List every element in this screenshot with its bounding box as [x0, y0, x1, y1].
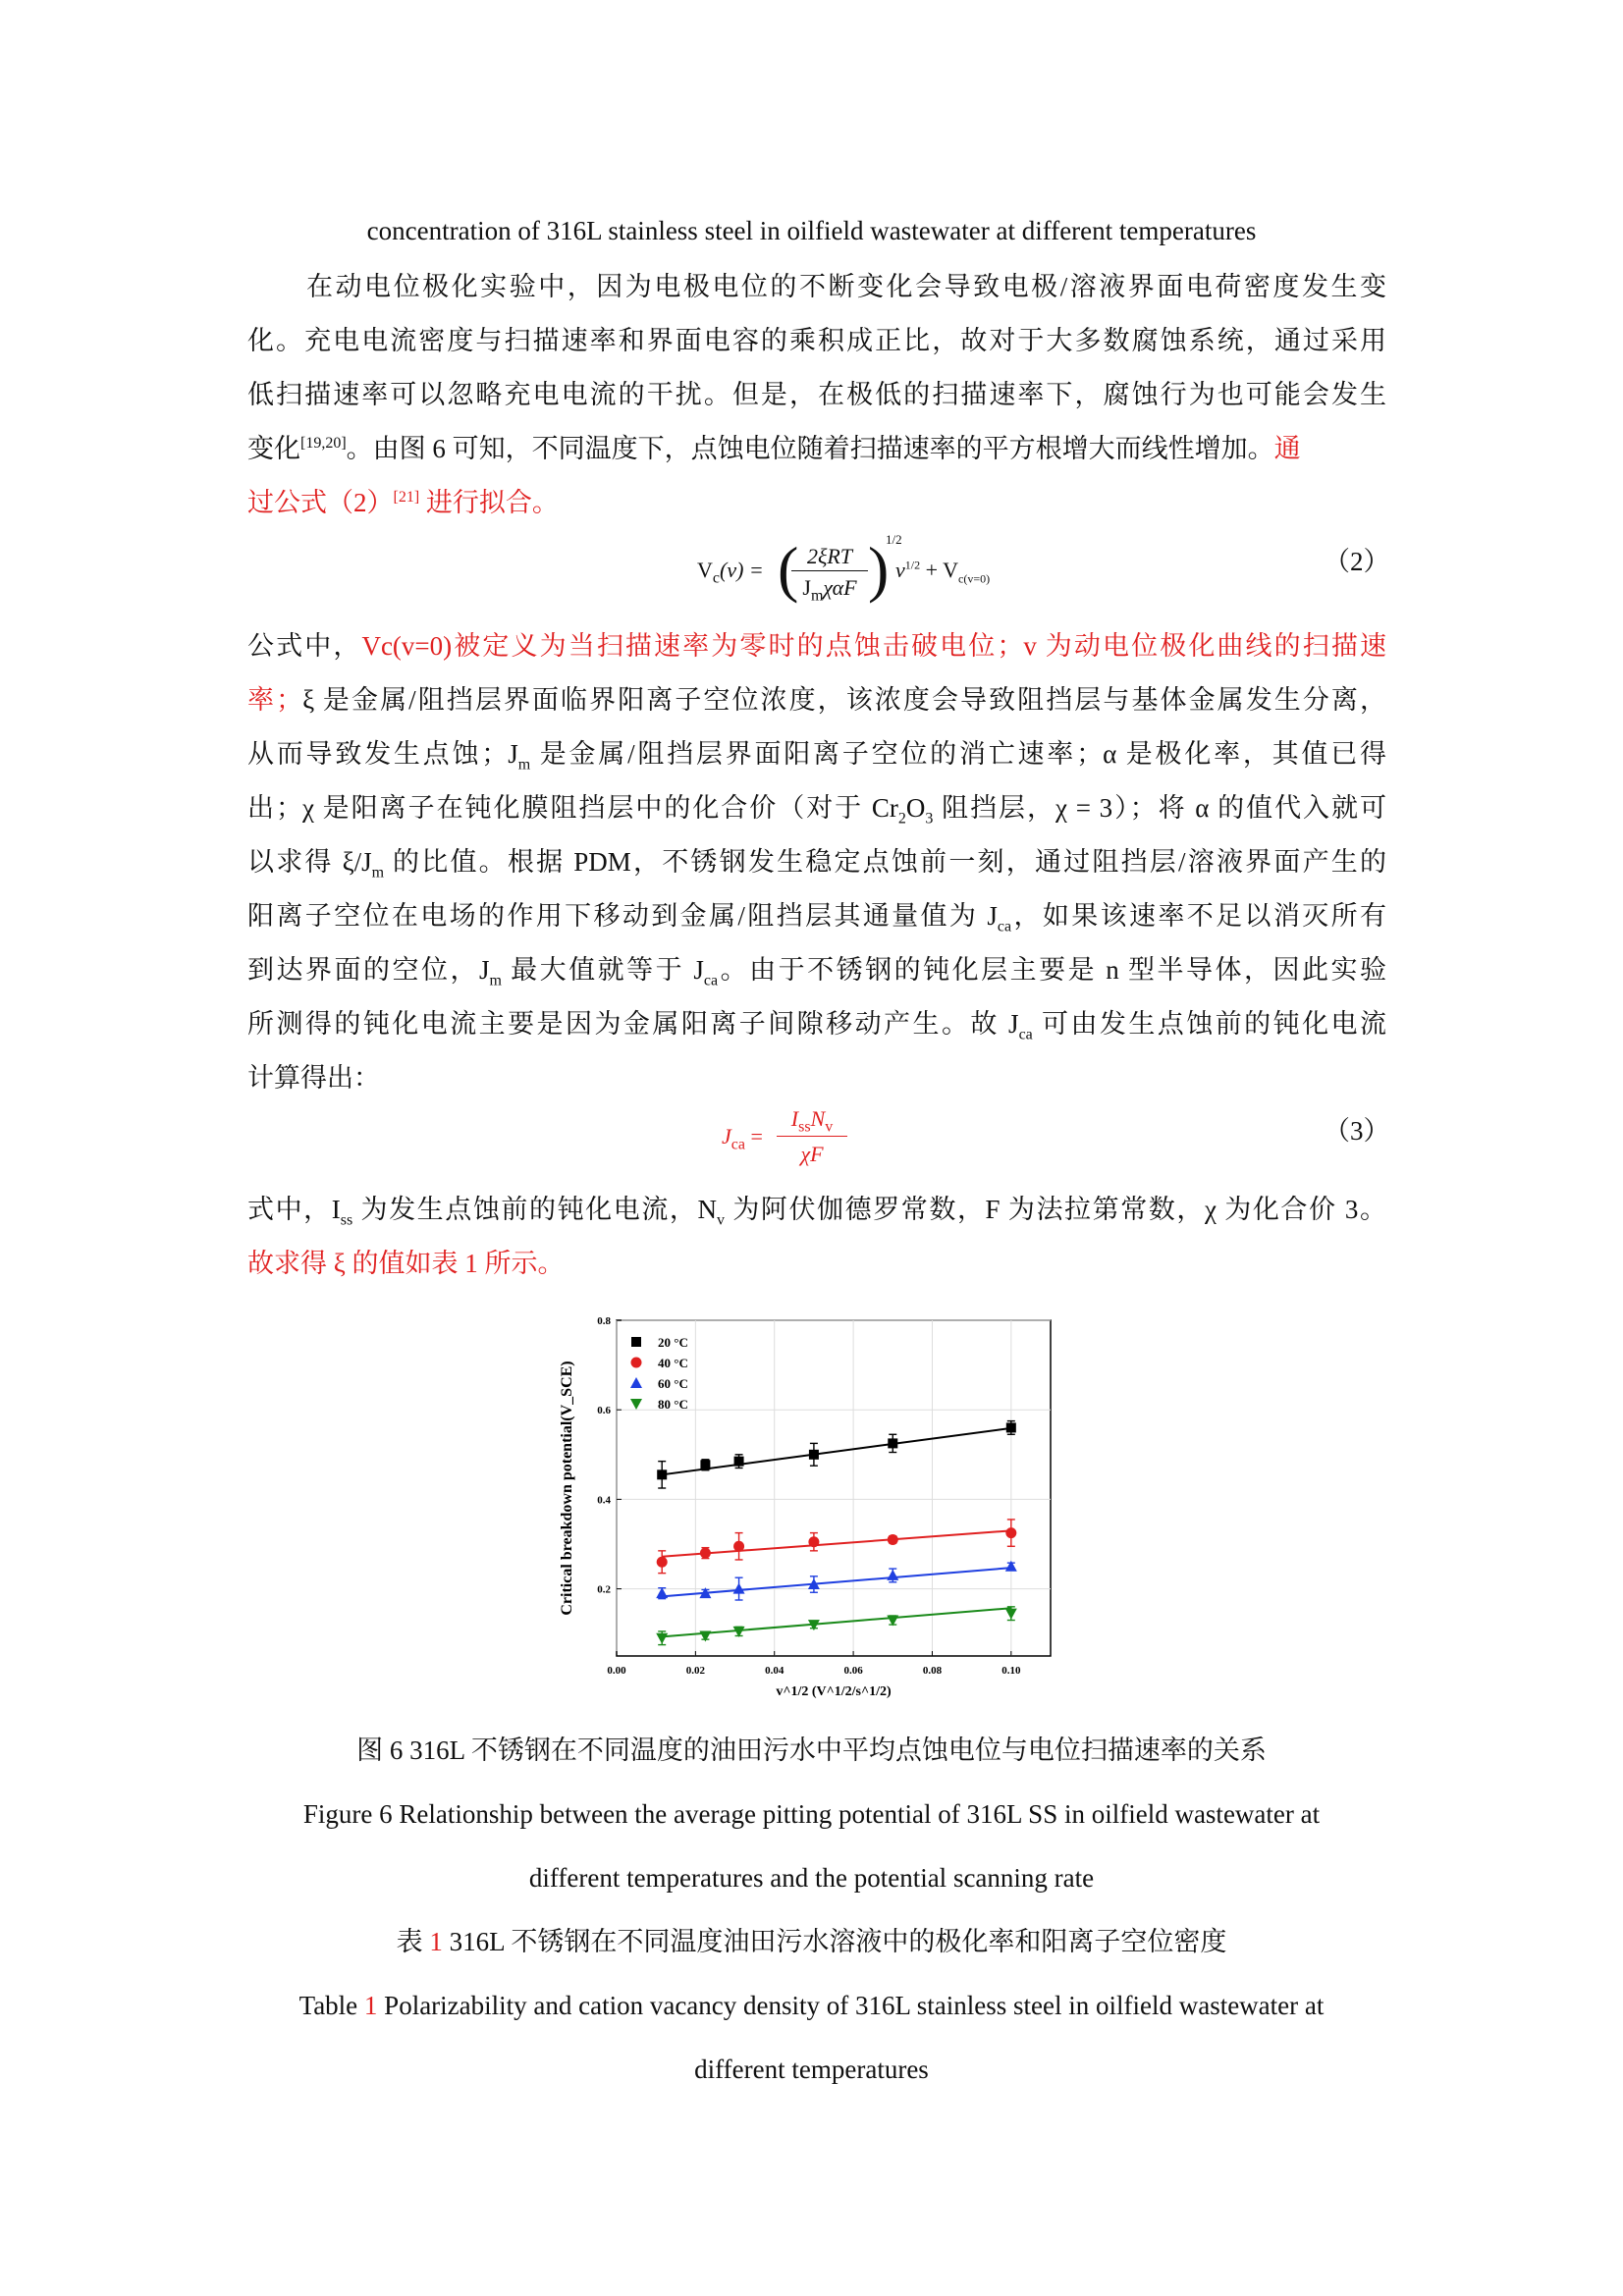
eq-symbol: J [802, 575, 811, 600]
paragraph-2-line-4 [247, 788, 1386, 828]
legend-label: 40 °C [658, 1356, 688, 1370]
data-point [887, 1570, 898, 1580]
eq-subscript: v [825, 1118, 834, 1136]
data-point [733, 1627, 745, 1637]
y-tick-label: 0.6 [597, 1405, 611, 1417]
table-number: 1 [429, 1927, 443, 1956]
fit-line [662, 1530, 1011, 1556]
eq-symbol: N [810, 1106, 826, 1131]
paragraph-1-line-4 [247, 429, 1301, 468]
text-span: 阻挡层，χ = 3）；将 α 的值代入就可 [933, 793, 1387, 823]
paragraph-3-line-1 [247, 1190, 1386, 1229]
equation-3 [722, 1104, 879, 1175]
data-point [1005, 1609, 1017, 1620]
text-span: Polarizability and cation vacancy density of 316L stainless steel in oilfield wastewater at [377, 1991, 1325, 2020]
text-span: 最大值就等于 J [501, 955, 704, 985]
highlighted-text: 进行拟合。 [419, 488, 559, 517]
highlighted-text: 率； [247, 685, 303, 715]
eq-symbol: + V [925, 558, 959, 582]
x-tick-label: 0.02 [685, 1665, 705, 1677]
x-tick-label: 0.04 [765, 1665, 784, 1677]
fit-line [662, 1608, 1011, 1636]
paragraph-2-line-2 [247, 680, 1386, 720]
y-tick-label: 0.8 [597, 1315, 611, 1327]
subscript: ca [997, 918, 1012, 935]
fit-line [662, 1568, 1011, 1596]
eq-symbol: = [750, 1124, 763, 1148]
figure-6-caption-zh: 图 6 316L 不锈钢在不同温度的油田污水中平均点蚀电位与电位扫描速率的关系 [356, 1735, 1267, 1765]
highlighted-text: Vc(v=0)被定义为当扫描速率为零时的点蚀击破电位；v 为动电位极化曲线的扫描速 [361, 631, 1386, 661]
x-tick-label: 0.10 [1001, 1665, 1021, 1677]
data-point [657, 1469, 667, 1479]
paragraph-1-line-3: 低扫描速率可以忽略充电电流的干扰。但是，在极低的扫描速率下，腐蚀行为也可能会发生 [247, 380, 1386, 409]
data-point [733, 1541, 744, 1552]
figure-6-caption-en-1: Figure 6 Relationship between the average pitting potential of 316L SS in oilfield wastewater at [302, 1799, 1321, 1829]
text-span: 从而导致发生点蚀；J [247, 739, 518, 769]
fit-line [662, 1428, 1011, 1474]
data-point [699, 1630, 711, 1641]
legend-marker [631, 1337, 641, 1347]
paragraph-2-line-7 [247, 950, 1386, 989]
citation-ref: [21] [393, 489, 420, 506]
paragraph-2-line-8 [247, 1004, 1386, 1043]
subscript: ss [340, 1211, 353, 1229]
eq-subscript: c [712, 569, 720, 587]
paragraph-1-line-2: 化。充电电流密度与扫描速率和界面电容的乘积成正比，故对于大多数腐蚀系统，通过采用 [247, 326, 1386, 355]
eq-subscript: m [810, 587, 824, 605]
text-span: 是金属/阻挡层界面阳离子空位的消亡速率；α 是极化率，其值已得 [530, 739, 1386, 769]
citation-ref: [19,20] [300, 435, 347, 452]
data-point [1005, 1561, 1017, 1572]
text-span: 。由于不锈钢的钝化层主要是 n 型半导体，因此实验 [718, 955, 1387, 985]
eq-symbol: V [697, 558, 713, 582]
data-point [888, 1534, 898, 1545]
eq-denominator: χF [800, 1142, 824, 1166]
figure-6-chart [550, 1301, 1080, 1713]
paragraph-2-line-9: 计算得出： [247, 1063, 380, 1093]
text-span: 可由发生点蚀前的钝化电流 [1032, 1009, 1387, 1039]
data-point [1006, 1422, 1016, 1432]
text-span: 出；χ 是阳离子在钝化膜阻挡层中的化合价（对于 Cr [247, 793, 898, 823]
text-span: 。由图 6 可知，不同温度下，点蚀电位随着扫描速率的平方根增大而线性增加。 [346, 434, 1274, 463]
highlighted-text: 过公式（2） [247, 488, 394, 517]
paragraph-3-line-2: 故求得 ξ 的值如表 1 所示。 [247, 1249, 565, 1278]
text-span: 为阿伏伽德罗常数，F 为法拉第常数，χ 为化合价 3。 [724, 1195, 1386, 1224]
text-span: 到达界面的空位，J [247, 955, 490, 985]
table-1-caption-zh [0, 1922, 1623, 1961]
eq-subscript: ss [798, 1118, 811, 1136]
subscript: m [371, 864, 385, 881]
x-axis-label: v^1/2 (V^1/2/s^1/2) [776, 1684, 892, 1699]
text-span: ，如果该速率不足以消灭所有 [1011, 901, 1386, 931]
plot-frame [617, 1320, 1051, 1656]
eq-symbol: χαF [823, 575, 857, 600]
eq-numerator: 2ξRT [806, 544, 853, 568]
eq-symbol: (v) = [720, 558, 764, 582]
text-span: 阳离子空位在电场的作用下移动到金属/阻挡层其通量值为 J [247, 901, 998, 931]
eq-exponent: 1/2 [886, 532, 902, 547]
x-tick-label: 0.00 [607, 1665, 626, 1677]
highlighted-text: 通 [1273, 434, 1301, 463]
subscript: m [517, 756, 531, 774]
eq-symbol: J [722, 1124, 731, 1148]
data-point [887, 1616, 898, 1627]
y-axis-label: Critical breakdown potential(V_SCE) [559, 1361, 575, 1616]
equation-2-number: （2） [1324, 547, 1390, 576]
equation-3-number: （3） [1324, 1116, 1390, 1146]
paragraph-2-line-5 [247, 842, 1386, 881]
data-point [733, 1583, 745, 1594]
text-span: 表 [396, 1927, 430, 1956]
paragraph-2-line-1 [247, 626, 1386, 666]
text-span: 公式中， [247, 631, 362, 661]
table-1-caption-en-2: different temperatures [694, 2055, 929, 2084]
eq-symbol: I [790, 1106, 799, 1131]
text-span: 变化 [247, 434, 300, 463]
text-span: 的比值。根据 PDM，不锈钢发生稳定点蚀前一刻，通过阻挡层/溶液界面产生的 [384, 847, 1386, 877]
data-point [700, 1548, 711, 1559]
data-point [808, 1536, 819, 1547]
legend-label: 60 °C [658, 1376, 688, 1391]
text-span: 为发生点蚀前的钝化电流，N [352, 1195, 717, 1224]
eq-subscript: ca [730, 1136, 745, 1153]
data-point [656, 1633, 668, 1644]
text-span: O [905, 793, 926, 823]
text-span: ξ 是金属/阻挡层界面临界阳离子空位浓度，该浓度会导致阻挡层与基体金属发生分离， [302, 685, 1386, 715]
legend-marker [631, 1358, 642, 1368]
subscript: v [716, 1211, 725, 1229]
data-point [1005, 1527, 1016, 1538]
data-point [657, 1557, 668, 1568]
subscript: m [489, 972, 502, 989]
figure-6-caption-en-2: different temperatures and the potential scanning rate [528, 1863, 1095, 1893]
data-point [734, 1457, 744, 1467]
table-1-caption-en-1 [0, 1986, 1623, 2025]
x-tick-label: 0.08 [922, 1665, 943, 1677]
subscript: ca [1018, 1026, 1033, 1043]
subscript: 3 [925, 810, 934, 828]
y-tick-label: 0.2 [597, 1583, 611, 1596]
eq-exponent: 1/2 [904, 558, 921, 572]
table-number: 1 [363, 1991, 378, 2020]
paragraph-2-line-3 [247, 734, 1386, 774]
text-span: 以求得 ξ/J [247, 847, 372, 877]
subscript: 2 [897, 810, 906, 828]
legend-label: 20 °C [658, 1335, 688, 1350]
data-point [809, 1450, 819, 1460]
eq-subscript: c(v=0) [958, 571, 991, 586]
legend-marker [630, 1377, 642, 1388]
legend-label: 80 °C [658, 1397, 688, 1412]
legend-marker [630, 1399, 642, 1410]
paragraph-2-line-6 [247, 896, 1386, 935]
paragraph-1-line-5 [247, 483, 559, 522]
subscript: ca [703, 972, 719, 989]
data-point [700, 1460, 710, 1469]
equation-2: $V_c(v)$ = ( 2ξRT $J_m\chi\alpha F$ ) 1/2 $v^{1/2} + V_{c(v=0)}$ [697, 532, 991, 605]
paragraph-1-line-1: 在动电位极化实验中，因为电极电位的不断变化会导致电极/溶液界面电荷密度发生变 [306, 272, 1386, 301]
data-point [888, 1438, 897, 1448]
figure-caption-continuation: concentration of 316L stainless steel in oilfield wastewater at different temperatures [366, 216, 1257, 245]
text-span: 所测得的钝化电流主要是因为金属阳离子间隙移动产生。故 J [247, 1009, 1019, 1039]
text-span: 式中，I [247, 1195, 341, 1224]
text-span: Table [298, 1991, 364, 2020]
text-span: 316L 不锈钢在不同温度油田污水溶液中的极化率和阳离子空位密度 [442, 1927, 1227, 1956]
x-tick-label: 0.06 [843, 1665, 863, 1677]
y-tick-label: 0.4 [597, 1494, 611, 1507]
